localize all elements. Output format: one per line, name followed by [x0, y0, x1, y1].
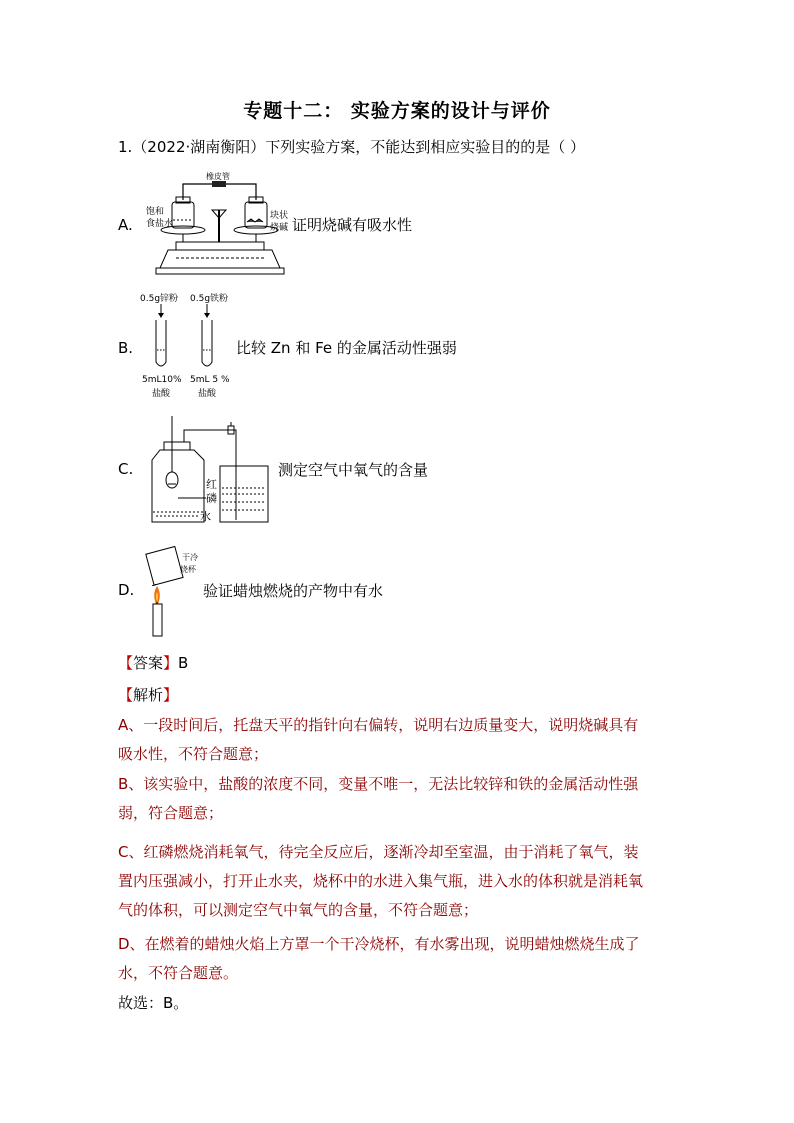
answer-bracket-close: 】 — [163, 654, 179, 672]
label-zinc: 0.5g锌粉 — [140, 294, 179, 304]
explanation-heading — [118, 684, 178, 705]
label-tube: 橡皮管 — [206, 172, 230, 181]
exp-bracket-close: 】 — [163, 686, 179, 704]
option-d-figure — [142, 546, 204, 638]
label-left1: 饱和 — [146, 207, 165, 217]
explanation-d: D、在燃着的蜡烛火焰上方罩一个干冷烧杯，有水雾出现，说明蜡烛燃烧生成了 水，不符合题意。 — [118, 935, 640, 982]
option-a-figure — [146, 170, 292, 278]
label-right1: 块状 — [270, 211, 289, 221]
label-iron: 0.5g铁粉 — [190, 294, 229, 304]
option-c-text: 测定空气中氧气的含量 — [278, 461, 429, 479]
conclusion: 故选：B。 — [118, 994, 189, 1012]
option-a-text: 证明烧碱有吸水性 — [292, 216, 413, 234]
explanation-b: B、该实验中，盐酸的浓度不同，变量不唯一，无法比较锌和铁的金属活动性强 弱，符合题意； — [118, 775, 639, 822]
option-a-letter: A. — [118, 216, 133, 234]
explanation-c: C、红磷燃烧消耗氧气，待完全反应后，逐渐冷却至室温，由于消耗了氧气，装 置内压强减小，打开止水夹，烧杯中的水进入集气瓶，进入水的体积就是消耗氧 气的体积，可以测定空气中氧气的含量，不符合题意； — [118, 843, 644, 919]
option-b-figure — [140, 290, 236, 402]
answer-value: B — [178, 654, 189, 672]
option-b-letter: B. — [118, 339, 134, 357]
option-d-text: 验证蜡烛燃烧的产物中有水 — [203, 582, 384, 600]
label-acid-5: 5mL 5 % — [190, 375, 230, 385]
explanation-a: A、一段时间后，托盘天平的指针向右偏转，说明右边质量变大，说明烧碱具有 吸水性，不符合题意； — [118, 716, 639, 763]
answer-bracket-open: 【 — [118, 654, 134, 672]
label-dry: 干冷 — [182, 553, 198, 562]
page-title: 专题十二： 实验方案的设计与评价 — [243, 100, 551, 122]
option-c-figure — [148, 416, 274, 526]
label-hcl-1: 盐酸 — [152, 389, 171, 399]
exp-bracket-open: 【 — [118, 686, 134, 704]
label-cup: 烧杯 — [180, 565, 196, 574]
label-acid-10: 5mL10% — [142, 375, 182, 385]
exp-label: 解析 — [133, 686, 164, 704]
label-hcl-2: 盐酸 — [198, 389, 217, 399]
option-c-letter: C. — [118, 460, 134, 478]
label-phosphorus: 磷 — [206, 492, 217, 505]
label-right2: 烧碱 — [270, 223, 289, 233]
option-b-text: 比较 Zn 和 Fe 的金属活动性强弱 — [236, 339, 457, 357]
answer — [118, 652, 188, 673]
answer-label: 答案 — [133, 654, 164, 672]
label-red: 红 — [206, 478, 217, 491]
label-water: 水 — [200, 510, 211, 523]
label-left2: 食盐水 — [146, 219, 174, 229]
question-stem: 1.（2022·湖南衡阳）下列实验方案，不能达到相应实验目的的是（ ） — [118, 138, 586, 156]
option-d-letter: D. — [118, 581, 135, 599]
